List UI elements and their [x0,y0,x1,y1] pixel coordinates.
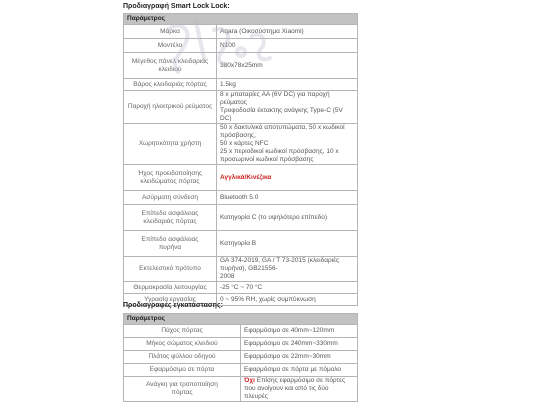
table-row [124,39,358,53]
param-value [217,165,358,191]
param-label: Επίπεδο ασφάλειας πυρήνα [124,231,217,257]
table-row [124,338,358,351]
install-header-cell: Παράμετρος [124,314,358,325]
param-value: 0 ~ 95% RH, χωρίς συμπύκνωση [217,294,358,306]
param-label: Παροχή ηλεκτρικού ρεύματος [124,91,217,124]
table-row [124,79,358,91]
table-row [124,282,358,294]
param-value: Κατηγορία C (το υψηλότερο επίπεδο) [217,205,358,231]
param-label: Χωρητικότητα χρήστη [124,124,217,165]
param-value: Εφαρμόσιμο σε 22mm~30mm [241,351,358,364]
param-label: Υγρασία εργασίας [124,294,217,306]
param-value: Εφαρμόσιμο σε 240mm~330mm [241,338,358,351]
table-row [124,91,358,124]
param-label: Πλάτος φύλλου οδηγού [124,351,241,364]
param-value [241,377,358,402]
spec-section-title: Προδιαγραφή Smart Lock Lock: [123,3,230,10]
param-label: Βάρος κλειδαριάς πόρτας [124,79,217,91]
spec-table [123,13,358,306]
param-label: Πάχος πόρτας [124,325,241,338]
param-label: Επίπεδο ασφάλειας κλειδαριάς πόρτας [124,205,217,231]
table-row [124,351,358,364]
param-label: Εφαρμόσιμο σε πόρτα [124,364,241,377]
param-label: Μέγεθος πάνελ κλειδαριάς κλειδιού [124,53,217,79]
table-row [124,124,358,165]
table-row [124,53,358,79]
param-value: 380x78x25mm [217,53,358,79]
param-label: Μήκος σώματος κλειδιού [124,338,241,351]
spec-header-cell: Παράμετρος [124,14,358,25]
table-row [124,165,358,191]
table-row [124,205,358,231]
param-value: 1.5kg [217,79,358,91]
param-value: Κατηγορία B [217,231,358,257]
table-row [124,377,358,402]
param-label: Μοντέλο [124,39,217,53]
param-value: Aqara (Οικοσύστημα Xiaomi) [217,25,358,39]
param-value: GA 374-2019, GA / T 73-2015 (κλειδαριές πυρήνα), GB21556- 2008 [217,257,358,282]
spec-header-row [124,14,358,25]
param-value: 8 x μπαταρίες AA (6V DC) για παροχή ρεύματος Τροφοδοσία έκτακτης ανάγκης Type-C (5V DC) [217,91,358,124]
param-label: Ανάγκη για τροποποίηση πόρτας [124,377,241,402]
table-row [124,257,358,282]
param-label: Ασύρματη σύνδεση [124,191,217,205]
table-row [124,191,358,205]
param-value-text: Επίσης εφαρμόσιμο σε πόρτες που ανοίγουν και από τις δύο πλευρές [244,377,346,400]
param-value: 50 x δακτυλικά αποτυπώματα, 50 x κωδικοί πρόσβασης, 50 x κάρτες NFC 25 x περιοδικοί κωδικοί πρόσβασης, 10 x προσωρινοί κωδικοί πρόσβασης [217,124,358,165]
param-value: N100 [217,39,358,53]
table-row [124,325,358,338]
no-modification-text: Όχι [244,377,255,384]
install-section-title: Προδιαγραφές εγκατάστασης: [123,302,223,309]
table-row [124,364,358,377]
param-value: -25 °C ~ 70 °C [217,282,358,294]
param-label: Εκτελεστικό πρότυπο [124,257,217,282]
param-value: Εφαρμόσιμο σε πόρτα με πόμολο [241,364,358,377]
param-label: Ήχος προειδοποίησης κλειδώματος πόρτας [124,165,217,191]
install-header-row [124,314,358,325]
param-value: Bluetooth 5.0 [217,191,358,205]
table-row [124,25,358,39]
install-table [123,313,358,402]
warning-language-text: Αγγλικά/Κινέζικα [220,173,272,181]
param-label: Θερμοκρασία λειτουργίας [124,282,217,294]
param-value: Εφαρμόσιμο σε 40mm~120mm [241,325,358,338]
param-label: Μάρκα [124,25,217,39]
table-row [124,231,358,257]
